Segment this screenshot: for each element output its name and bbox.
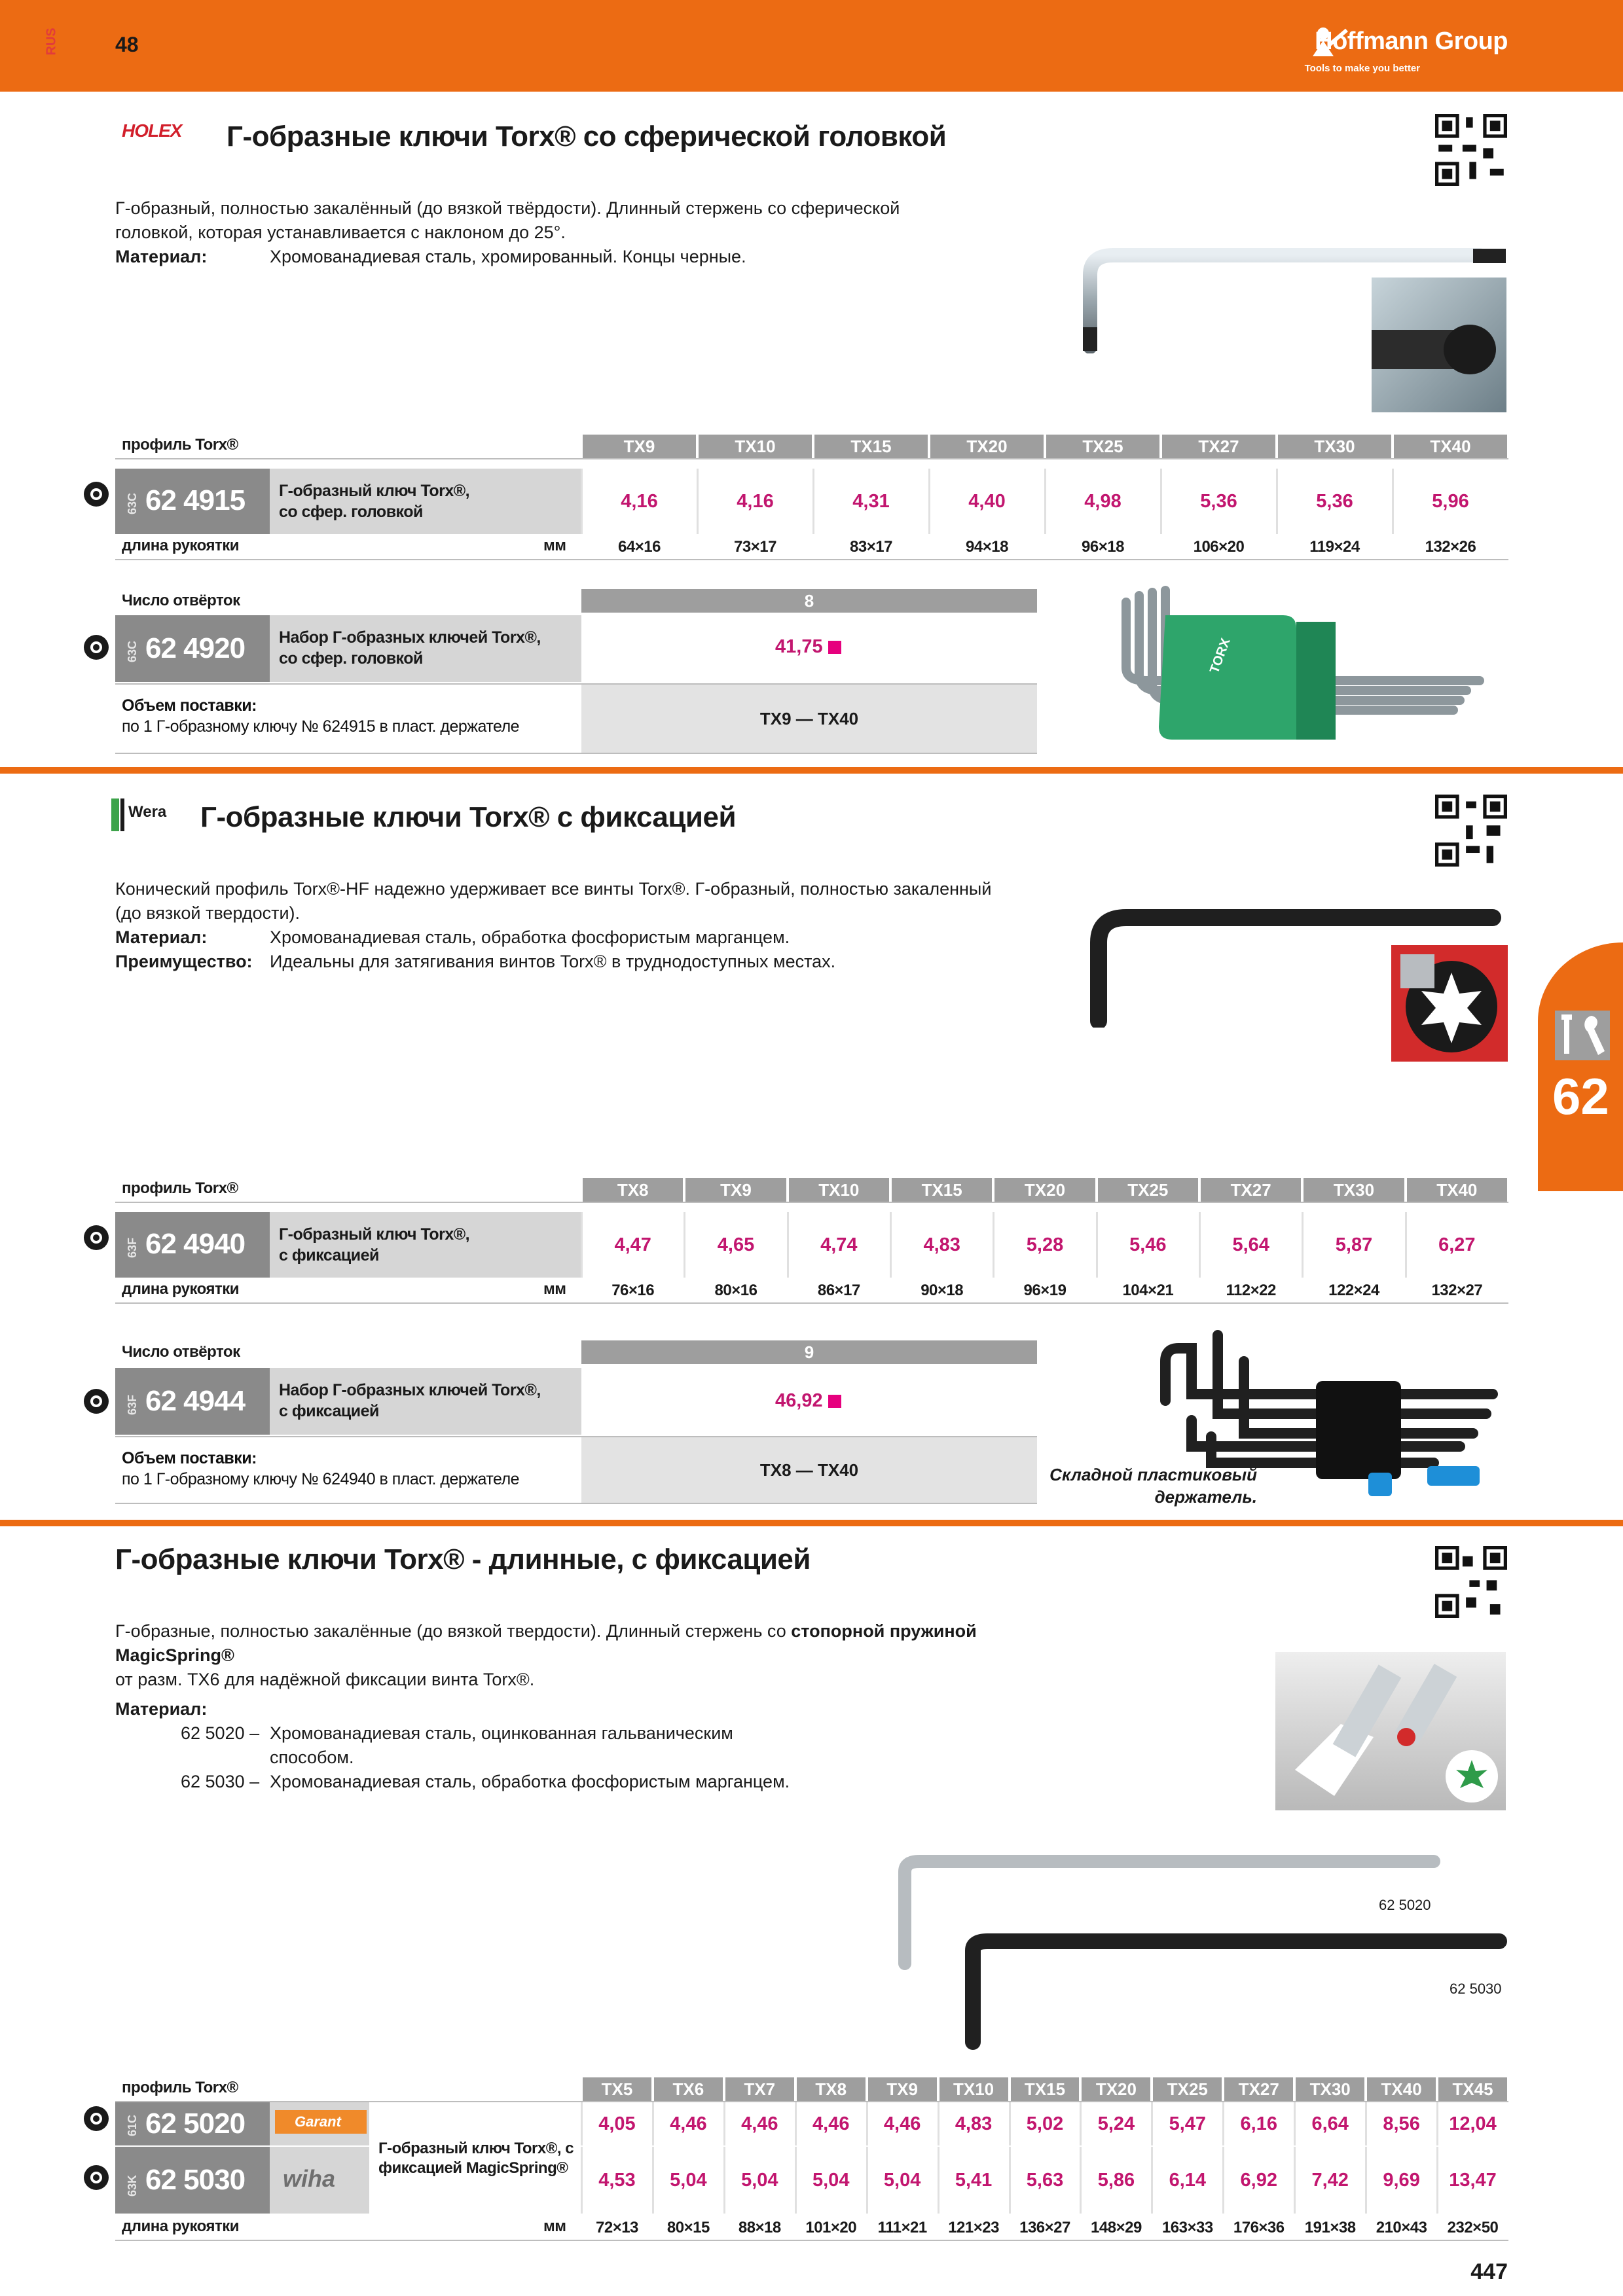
desc-line: Г-образный, полностью закалённый (до вязкой твёрдости). Длинный стержень со сферической xyxy=(115,198,900,218)
page-header xyxy=(0,0,1623,92)
holex-logo: HOLEX xyxy=(122,120,182,141)
length-cell: 73×17 xyxy=(734,538,776,556)
column-divider xyxy=(1222,2147,1224,2214)
price-cell: 4,16 xyxy=(737,491,774,512)
column-divider xyxy=(697,469,699,534)
price-cell: 5,86 xyxy=(1097,2170,1135,2191)
article-box xyxy=(115,1368,270,1435)
column-divider xyxy=(581,1212,583,1278)
delivery-label: Объем поставки: xyxy=(122,1449,257,1467)
chapter-number: 62 xyxy=(1552,1067,1609,1125)
qr-code-icon xyxy=(1435,1546,1507,1618)
ball-end-graphic xyxy=(1372,278,1506,412)
advantage-label: Преимущество: xyxy=(115,952,253,971)
price-cell: 13,47 xyxy=(1449,2170,1497,2191)
divider xyxy=(115,1202,1508,1203)
material-text: Хромованадиевая сталь, обработка фосфористым марганцем. xyxy=(270,1772,790,1791)
size-header: TX15 xyxy=(814,435,928,458)
length-cell: 132×26 xyxy=(1425,538,1476,556)
column-divider xyxy=(866,2102,868,2145)
section1-title: Г-образные ключи Torx® со сферической головкой xyxy=(227,120,947,152)
column-divider xyxy=(1302,1212,1304,1278)
stock-indicator-icon xyxy=(84,482,109,507)
product-name xyxy=(270,1212,581,1278)
stock-indicator-icon xyxy=(84,1389,109,1414)
size-header: TX9 xyxy=(583,435,696,458)
column-divider xyxy=(993,1212,994,1278)
section2-description xyxy=(115,877,991,974)
wera-logo xyxy=(111,798,195,831)
price-cell: 4,31 xyxy=(852,491,890,512)
product-name xyxy=(270,615,581,682)
length-unit: мм xyxy=(543,2217,566,2235)
column-divider xyxy=(1009,2147,1011,2214)
torx-star-graphic xyxy=(1391,945,1508,1062)
image-label: 62 5030 xyxy=(1450,1981,1502,1997)
price-cell: 4,46 xyxy=(812,2113,850,2134)
product-name-line: с фиксацией xyxy=(279,1402,379,1420)
material-text: Хромованадиевая сталь, обработка фосфористым марганцем. xyxy=(270,927,790,947)
profile-label: профиль Torx® xyxy=(122,436,238,454)
set-price xyxy=(775,1390,841,1412)
length-cell: 72×13 xyxy=(596,2219,638,2236)
length-cell: 121×23 xyxy=(948,2219,999,2236)
product-name-line: Г-образный ключ Torx®, xyxy=(279,1225,470,1244)
price-cell: 4,47 xyxy=(614,1234,651,1255)
size-header: TX6 xyxy=(654,2077,723,2101)
price-cell: 5,04 xyxy=(741,2170,778,2191)
product-name-line: со сфер. головкой xyxy=(279,649,423,668)
price-cell: 6,14 xyxy=(1169,2170,1207,2191)
garant-logo: Garant xyxy=(275,2110,367,2134)
column-divider xyxy=(1096,1212,1098,1278)
divider xyxy=(115,1503,1037,1504)
price-code: 61C xyxy=(126,2114,139,2136)
section3-description xyxy=(115,1619,977,1794)
column-divider xyxy=(1294,2147,1296,2214)
length-cell: 80×15 xyxy=(666,2219,710,2236)
column-divider xyxy=(866,2147,868,2214)
column-divider xyxy=(723,2147,725,2214)
torx-profile-icon xyxy=(1391,945,1508,1062)
length-label: длина рукоятки xyxy=(122,2217,239,2235)
price-cell: 5,87 xyxy=(1335,1234,1373,1255)
column-divider xyxy=(795,2102,797,2145)
section2-title: Г-образные ключи Torx® с фиксацией xyxy=(200,801,736,833)
length-unit: мм xyxy=(543,1280,566,1298)
price-cell: 4,74 xyxy=(820,1234,858,1255)
length-cell: 101×20 xyxy=(805,2219,857,2236)
price-cell: 6,16 xyxy=(1240,2113,1277,2134)
price-cell: 5,63 xyxy=(1026,2170,1064,2191)
length-cell: 96×18 xyxy=(1082,538,1124,556)
price-cell: 5,96 xyxy=(1432,491,1469,512)
price-cell: 9,69 xyxy=(1383,2170,1420,2191)
column-divider xyxy=(938,2147,939,2214)
product-name-line: Г-образный ключ Torx®, xyxy=(279,482,470,500)
product-name xyxy=(270,469,581,534)
desc-line: Конический профиль Torx®-HF надежно удерживает все винты Torx®. Г-образный, полностью закаленный xyxy=(115,879,992,899)
price-cell: 5,04 xyxy=(812,2170,850,2191)
length-cell: 132×27 xyxy=(1431,1282,1483,1299)
article-number[interactable]: 62 4940 xyxy=(145,1228,246,1260)
image-caption xyxy=(1048,1463,1257,1508)
article-box xyxy=(115,1212,270,1278)
price-code: 63F xyxy=(126,1237,139,1258)
size-header: TX45 xyxy=(1438,2077,1507,2101)
set-price-value: 46,92 xyxy=(775,1390,823,1411)
article-number[interactable]: 62 5030 xyxy=(145,2164,246,2196)
wrench-screwdriver-icon xyxy=(1552,1008,1613,1063)
material-text: Хромованадиевая сталь, хромированный. Концы черные. xyxy=(270,247,746,266)
desc-line: от разм. TX6 для надёжной фиксации винта Torx®. xyxy=(115,1670,535,1689)
count-header: 8 xyxy=(581,589,1037,613)
length-cell: 106×20 xyxy=(1193,538,1245,556)
size-header: TX25 xyxy=(1153,2077,1222,2101)
length-cell: 119×24 xyxy=(1309,538,1360,556)
brand-tagline: Tools to make you better xyxy=(1304,63,1420,74)
column-divider xyxy=(581,2147,583,2214)
price-cell: 6,64 xyxy=(1311,2113,1349,2134)
material-code: 62 5030 – xyxy=(181,1772,260,1791)
set-price-value: 41,75 xyxy=(775,636,823,657)
column-divider xyxy=(1080,2102,1082,2145)
delivery-label: Объем поставки: xyxy=(122,696,257,715)
size-header: TX30 xyxy=(1304,1178,1404,1202)
caption-line: Складной пластиковый xyxy=(1049,1465,1257,1484)
price-cell: 6,27 xyxy=(1438,1234,1476,1255)
desc-text: Г-образные, полностью закалённые (до вязкой твердости). Длинный стержень со xyxy=(115,1621,792,1641)
length-cell: 148×29 xyxy=(1091,2219,1142,2236)
price-cell: 12,04 xyxy=(1449,2113,1497,2134)
material-text: способом. xyxy=(270,1748,354,1767)
size-header: TX20 xyxy=(1082,2077,1150,2101)
column-divider xyxy=(1160,469,1162,534)
column-divider xyxy=(1436,2102,1438,2145)
section1-description xyxy=(115,196,900,269)
length-cell: 104×21 xyxy=(1122,1282,1174,1299)
column-divider xyxy=(1392,469,1394,534)
size-header: TX10 xyxy=(699,435,812,458)
delivery-text: по 1 Г-образному ключу № 624940 в пласт. держателе xyxy=(122,1470,520,1488)
price-cell: 5,47 xyxy=(1169,2113,1207,2134)
new-price-marker-icon xyxy=(828,641,841,654)
image-label: 62 5020 xyxy=(1379,1897,1431,1913)
column-divider xyxy=(1080,2147,1082,2214)
column-divider xyxy=(581,2102,583,2145)
size-header: TX30 xyxy=(1296,2077,1364,2101)
new-price-marker-icon xyxy=(828,1395,841,1408)
ball-end-closeup-image xyxy=(1372,278,1506,412)
material-text: Хромованадиевая сталь, оцинкованная гальваническим xyxy=(270,1723,733,1743)
price-code: 63C xyxy=(126,640,139,662)
holex-key-set-image xyxy=(1087,576,1512,759)
column-divider xyxy=(938,2102,939,2145)
length-cell: 111×21 xyxy=(877,2219,927,2236)
product-name-line: со сфер. головкой xyxy=(279,503,423,521)
price-cell: 4,16 xyxy=(621,491,658,512)
length-cell: 210×43 xyxy=(1376,2219,1427,2236)
set-price xyxy=(775,636,841,658)
column-divider xyxy=(1405,1212,1407,1278)
length-cell: 112×22 xyxy=(1226,1282,1276,1299)
size-header: TX27 xyxy=(1201,1178,1301,1202)
size-header: TX10 xyxy=(939,2077,1008,2101)
article-box xyxy=(115,469,270,534)
delivery-info xyxy=(122,695,519,737)
desc-line: головкой, которая устанавливается с наклоном до 25°. xyxy=(115,223,566,242)
l-keys-long-image xyxy=(890,1852,1519,2055)
desc-bold: стопорной пружиной xyxy=(791,1621,977,1641)
size-header: TX8 xyxy=(583,1178,683,1202)
size-header: TX27 xyxy=(1224,2077,1293,2101)
product-name-line: Набор Г-образных ключей Torx®, xyxy=(279,628,541,647)
length-cell: 122×24 xyxy=(1328,1282,1379,1299)
svg-text:TORX: TORX xyxy=(1207,636,1233,675)
column-divider xyxy=(1151,2147,1153,2214)
price-cell: 5,36 xyxy=(1316,491,1353,512)
column-divider xyxy=(928,469,930,534)
length-cell: 96×19 xyxy=(1023,1282,1067,1299)
stock-indicator-icon xyxy=(84,2106,109,2131)
length-cell: 90×18 xyxy=(921,1282,964,1299)
stock-indicator-icon xyxy=(84,1225,109,1250)
price-cell: 4,83 xyxy=(955,2113,993,2134)
size-header: TX5 xyxy=(583,2077,651,2101)
column-divider xyxy=(812,469,814,534)
column-divider xyxy=(1436,2147,1438,2214)
price-cell: 5,24 xyxy=(1097,2113,1135,2134)
price-code: 63F xyxy=(126,1394,139,1415)
size-range: TX8 — TX40 xyxy=(581,1437,1037,1503)
length-cell: 88×18 xyxy=(738,2219,781,2236)
profile-label: профиль Torx® xyxy=(122,1179,238,1197)
page-number: 447 xyxy=(1470,2259,1508,2284)
qr-code-icon xyxy=(1435,795,1507,867)
profile-label: профиль Torx® xyxy=(122,2079,238,2096)
size-header: TX20 xyxy=(930,435,1044,458)
price-cell: 4,46 xyxy=(741,2113,778,2134)
length-cell: 232×50 xyxy=(1447,2219,1499,2236)
size-header: TX30 xyxy=(1278,435,1391,458)
material-code: 62 5020 – xyxy=(181,1723,260,1743)
size-header: TX40 xyxy=(1407,1178,1507,1202)
price-code: 63K xyxy=(126,2174,139,2197)
column-divider xyxy=(1044,469,1046,534)
price-cell: 5,46 xyxy=(1129,1234,1167,1255)
language-code: RUS xyxy=(44,27,59,56)
divider xyxy=(115,458,1508,459)
price-cell: 4,46 xyxy=(883,2113,921,2134)
article-number[interactable]: 62 4944 xyxy=(145,1385,246,1417)
brand-name: Hoffmann Group xyxy=(1315,27,1508,55)
product-name-line: с фиксацией xyxy=(279,1246,379,1265)
product-name xyxy=(369,2132,581,2191)
magicspring-image xyxy=(1275,1652,1506,1810)
column-divider xyxy=(723,2102,725,2145)
length-cell: 80×16 xyxy=(714,1282,757,1299)
size-range: TX9 — TX40 xyxy=(581,685,1037,753)
size-header: TX25 xyxy=(1098,1178,1198,1202)
size-header: TX40 xyxy=(1394,435,1507,458)
length-cell: 176×36 xyxy=(1233,2219,1285,2236)
length-cell: 86×17 xyxy=(817,1282,860,1299)
column-divider xyxy=(1365,2147,1367,2214)
count-label: Число отвёрток xyxy=(122,592,240,609)
price-cell: 5,64 xyxy=(1232,1234,1269,1255)
column-divider xyxy=(652,2147,654,2214)
column-divider xyxy=(1294,2102,1296,2145)
size-header: TX15 xyxy=(892,1178,992,1202)
price-cell: 5,04 xyxy=(670,2170,707,2191)
section3-title: Г-образные ключи Torx® - длинные, с фиксацией xyxy=(115,1543,811,1575)
column-divider xyxy=(1365,2102,1367,2145)
section-separator xyxy=(0,767,1623,774)
product-name-line: фиксацией MagicSpring® xyxy=(378,2159,568,2177)
article-number[interactable]: 62 5020 xyxy=(145,2108,246,2140)
price-cell: 5,41 xyxy=(955,2170,993,2191)
size-header: TX7 xyxy=(725,2077,794,2101)
size-header: TX40 xyxy=(1367,2077,1436,2101)
length-cell: 163×33 xyxy=(1161,2219,1213,2236)
column-divider xyxy=(1222,2102,1224,2145)
article-box xyxy=(115,615,270,682)
price-cell: 4,65 xyxy=(717,1234,755,1255)
price-cell: 4,46 xyxy=(670,2113,707,2134)
price-cell: 6,92 xyxy=(1240,2170,1277,2191)
wera-logo-text: Wera xyxy=(128,803,167,821)
price-cell: 5,28 xyxy=(1026,1234,1064,1255)
stock-indicator-icon xyxy=(84,635,109,660)
column-divider xyxy=(787,1212,789,1278)
length-cell: 191×38 xyxy=(1304,2219,1356,2236)
stock-indicator-icon xyxy=(84,2165,109,2190)
product-name-line: Набор Г-образных ключей Torx®, xyxy=(279,1381,541,1399)
advantage-text: Идеальны для затягивания винтов Torx® в труднодоступных местах. xyxy=(270,952,836,971)
size-header: TX27 xyxy=(1162,435,1275,458)
section-separator xyxy=(0,1520,1623,1526)
price-cell: 4,53 xyxy=(598,2170,636,2191)
price-cell: 5,02 xyxy=(1026,2113,1064,2134)
catalog-page-number: 48 xyxy=(115,33,139,56)
divider xyxy=(115,753,1037,754)
price-cell: 4,98 xyxy=(1084,491,1122,512)
price-code: 63C xyxy=(126,492,139,514)
desc-bold: MagicSpring® xyxy=(115,1645,234,1665)
magicspring-graphic xyxy=(1275,1652,1506,1810)
price-cell: 8,56 xyxy=(1383,2113,1420,2134)
product-name xyxy=(270,1368,581,1435)
length-label: длина рукоятки xyxy=(122,1280,239,1298)
article-number[interactable]: 62 4920 xyxy=(145,632,246,664)
length-unit: мм xyxy=(543,537,566,554)
price-cell: 4,05 xyxy=(598,2113,636,2134)
column-divider xyxy=(652,2102,654,2145)
material-label: Материал: xyxy=(115,927,208,947)
price-cell: 4,40 xyxy=(968,491,1006,512)
article-box xyxy=(115,2147,270,2214)
length-cell: 76×16 xyxy=(611,1282,655,1299)
column-divider xyxy=(684,1212,685,1278)
material-label: Материал: xyxy=(115,247,208,266)
length-cell: 136×27 xyxy=(1019,2219,1070,2236)
article-number[interactable]: 62 4915 xyxy=(145,484,246,516)
desc-line: (до вязкой твердости). xyxy=(115,903,301,923)
size-header: TX10 xyxy=(789,1178,889,1202)
column-divider xyxy=(1009,2102,1011,2145)
length-cell: 83×17 xyxy=(850,538,892,556)
length-label: длина рукоятки xyxy=(122,537,239,554)
column-divider xyxy=(795,2147,797,2214)
column-divider xyxy=(1276,469,1278,534)
delivery-text: по 1 Г-образному ключу № 624915 в пласт. держателе xyxy=(122,717,520,736)
column-divider xyxy=(890,1212,892,1278)
price-cell: 7,42 xyxy=(1311,2170,1349,2191)
caption-line: держатель. xyxy=(1154,1487,1257,1507)
column-divider xyxy=(1199,1212,1201,1278)
count-label: Число отвёрток xyxy=(122,1343,240,1361)
length-cell: 94×18 xyxy=(966,538,1008,556)
size-header: TX15 xyxy=(1011,2077,1080,2101)
price-cell: 4,83 xyxy=(923,1234,960,1255)
size-header: TX20 xyxy=(994,1178,1095,1202)
product-name-line: Г-образный ключ Torx®, с xyxy=(378,2140,574,2157)
qr-code-icon xyxy=(1435,114,1507,186)
article-box xyxy=(115,2102,270,2145)
size-header: TX8 xyxy=(797,2077,866,2101)
length-cell: 64×16 xyxy=(618,538,661,556)
count-header: 9 xyxy=(581,1340,1037,1364)
price-cell: 5,04 xyxy=(883,2170,921,2191)
column-divider xyxy=(581,469,583,534)
size-header: TX9 xyxy=(685,1178,786,1202)
column-divider xyxy=(1151,2102,1153,2145)
price-cell: 5,36 xyxy=(1200,491,1237,512)
size-header: TX25 xyxy=(1046,435,1159,458)
delivery-info xyxy=(122,1448,519,1490)
chapter-tab[interactable] xyxy=(1538,942,1623,1191)
size-header: TX9 xyxy=(868,2077,937,2101)
material-label: Материал: xyxy=(115,1699,208,1719)
wiha-logo: wiha xyxy=(283,2165,336,2192)
